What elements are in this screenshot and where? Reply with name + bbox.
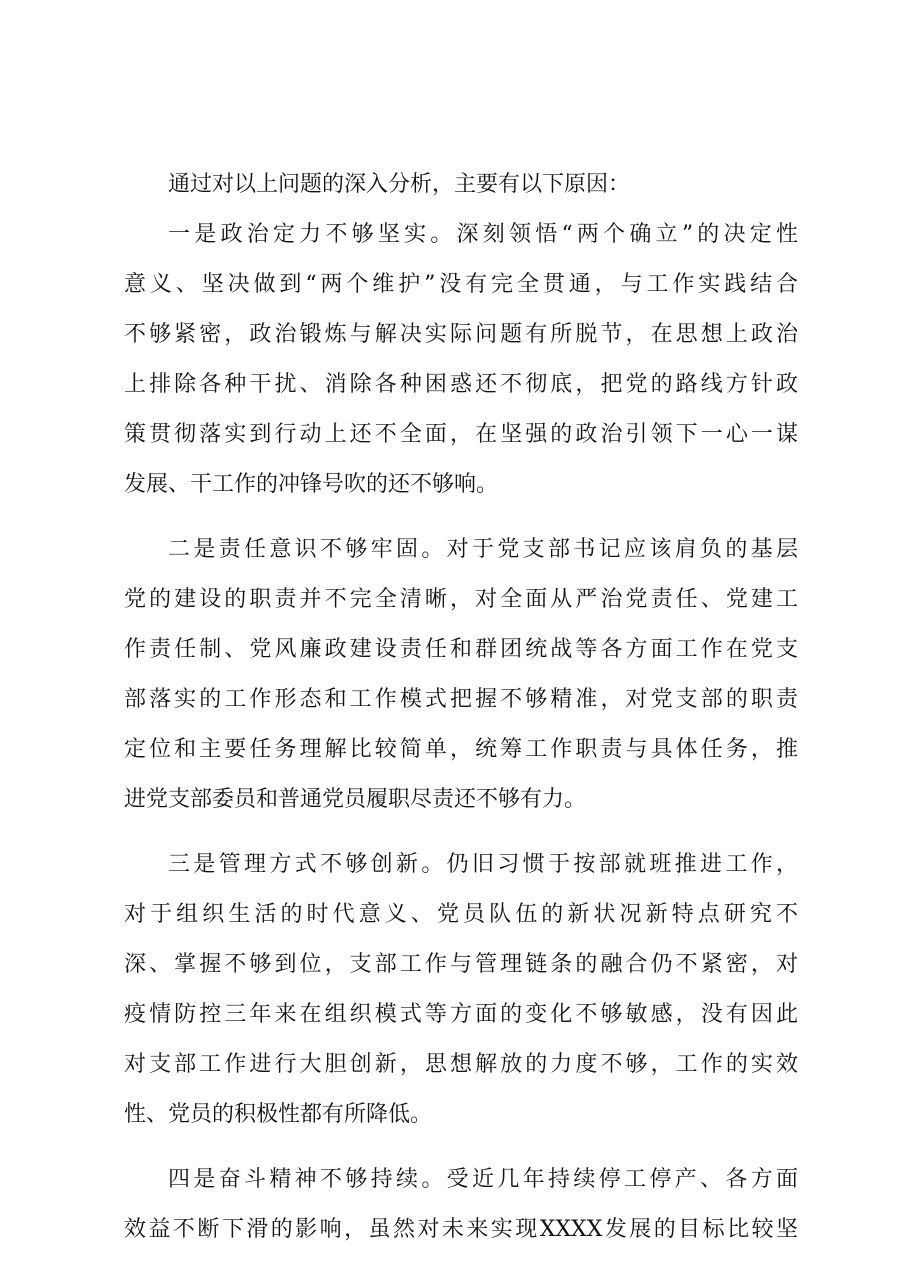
paragraph-reason-3 bbox=[124, 840, 798, 1140]
paragraph-gap bbox=[124, 1140, 798, 1155]
text-line: 性、党员的积极性都有所降低。 bbox=[124, 1102, 433, 1127]
text-line: 一是政治定力不够坚实。深刻领悟“两个确立”的决定性 bbox=[168, 222, 798, 247]
paragraph-gap bbox=[124, 825, 798, 840]
text-line: 效益不断下滑的影响，虽然对未来实现XXXX发展的目标比较坚 bbox=[124, 1217, 798, 1242]
text-line: 三是管理方式不够创新。仍旧习惯于按部就班推进工作， bbox=[168, 852, 798, 877]
text-line: 意义、坚决做到“两个维护”没有完全贯通，与工作实践结合 bbox=[124, 272, 798, 297]
text-line: 对于组织生活的时代意义、党员队伍的新状况新特点研究不 bbox=[124, 902, 798, 927]
text-line: 对支部工作进行大胆创新，思想解放的力度不够，工作的实效 bbox=[124, 1052, 798, 1077]
paragraph-reason-4 bbox=[124, 1155, 798, 1255]
text-line: 部落实的工作形态和工作模式把握不够精准，对党支部的职责 bbox=[124, 687, 798, 712]
text-line: 定位和主要任务理解比较简单，统筹工作职责与具体任务，推 bbox=[124, 737, 798, 762]
text-line: 发展、干工作的冲锋号吹的还不够响。 bbox=[124, 472, 499, 497]
paragraph-reason-2 bbox=[124, 525, 798, 825]
paragraph-reason-1 bbox=[124, 210, 798, 510]
text-line: 二是责任意识不够牢固。对于党支部书记应该肩负的基层 bbox=[168, 537, 798, 562]
text-line: 党的建设的职责并不完全清晰，对全面从严治党责任、党建工 bbox=[124, 587, 798, 612]
document-body bbox=[124, 160, 798, 1255]
text-line: 作责任制、党风廉政建设责任和群团统战等各方面工作在党支 bbox=[124, 637, 798, 662]
text-line: 疫情防控三年来在组织模式等方面的变化不够敏感，没有因此 bbox=[124, 1002, 798, 1027]
paragraph-gap bbox=[124, 510, 798, 525]
text-line: 进党支部委员和普通党员履职尽责还不够有力。 bbox=[124, 787, 587, 812]
text-line: 上排除各种干扰、消除各种困惑还不彻底，把党的路线方针政 bbox=[124, 372, 798, 397]
paragraph-intro bbox=[124, 160, 798, 210]
text-line: 四是奋斗精神不够持续。受近几年持续停工停产、各方面 bbox=[168, 1167, 798, 1192]
text-line: 不够紧密，政治锻炼与解决实际问题有所脱节，在思想上政治 bbox=[124, 322, 798, 347]
text-line: 策贯彻落实到行动上还不全面，在坚强的政治引领下一心一谋 bbox=[124, 422, 798, 447]
text-line: 通过对以上问题的深入分析，主要有以下原因： bbox=[168, 172, 631, 197]
text-line: 深、掌握不够到位，支部工作与管理链条的融合仍不紧密，对 bbox=[124, 952, 798, 977]
